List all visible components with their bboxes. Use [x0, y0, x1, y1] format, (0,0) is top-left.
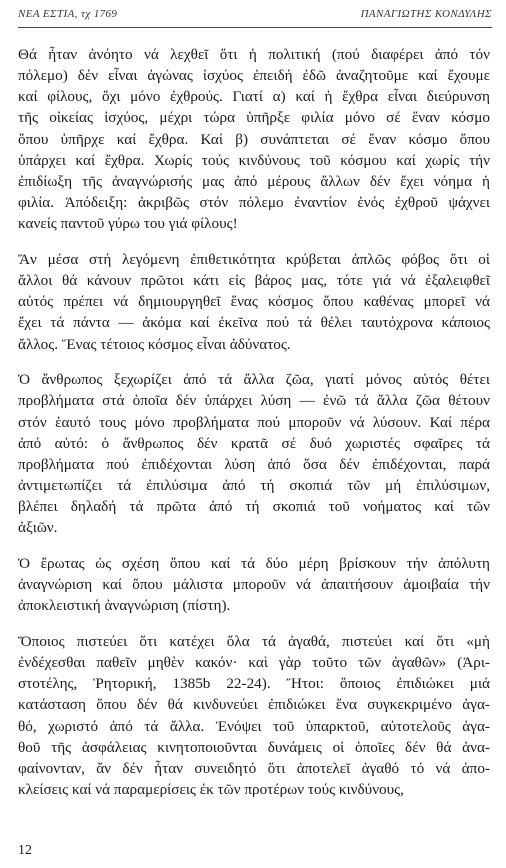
text-line: κανείς παντοῦ γύρω του γιά φίλους!	[18, 215, 238, 233]
text-line: ἀντιμετωπίζει τά ἐπιλύσιμα ἀπό τή σκοπιά τῶν μή ἐπιλύσιμων,	[18, 476, 490, 494]
text-line: τῆς οἰκείας ἰσχύος, μέχρι τώρα ὑπῆρξε φιλία μόνο σέ ἕναν κόσμο	[18, 109, 490, 127]
text-line: θοῦ τῆς ἀσφάλειας κινητοποιοῦνται δυνάμεις οἱ ὁποῖες δέν θά ἀνα-	[18, 738, 490, 756]
paragraph	[18, 249, 490, 355]
text-line: ὅπου ὑπῆρχε καί ἔχθρα. Καί β) συνάπτεται σέ ἕναν κόσμο ὅπου	[18, 130, 490, 148]
text-line: κλείσεις καί νά παραμερίσεις ἐκ τῶν προτέρων τούς κινδύνους,	[18, 781, 404, 798]
journal-citation: ΝΕΑ ΕΣΤΙΑ, τχ 1769	[18, 8, 118, 20]
paragraph	[18, 631, 490, 800]
text-line: ἐνδέχεσθαι παθεῖν μηθὲν κακόν· καὶ γὰρ τοῦτο τῶν ἀγαθῶν» (Ἀρι-	[18, 654, 490, 672]
running-header	[18, 8, 492, 20]
text-line: ἀξιῶν.	[18, 519, 58, 537]
page-number: 12	[18, 843, 32, 858]
text-line: βλέπει δηλαδή τά πρῶτα ἀπό τή σκοπιά τοῦ νοήματος καί τῶν	[18, 498, 490, 516]
text-line: πόλεμο) δέν εἶναι ἀγώνας ἰσχύος ἐπειδή ἐδῶ ἀναζητοῦμε καί ἔχουμε	[18, 67, 490, 85]
text-line: ἀπό αὐτό: ὁ ἄνθρωπος δέν κρατᾶ σέ δυό χωριστές σφαῖρες τά	[18, 434, 490, 452]
text-line: Ἄν μέσα στή λεγόμενη ἐπιθετικότητα κρύβεται ἁπλῶς φόβος ὅτι οἱ	[18, 250, 490, 268]
text-line: Ὁ ἔρωτας ὡς σχέση ὅπου καί τά δύο μέρη βρίσκουν τήν ἀπόλυτη	[18, 554, 490, 572]
text-line: αὐτός πρέπει νά δημιουργηθεῖ ἕνας κόσμος ὅπου καθένας μπορεῖ νά	[18, 293, 490, 311]
text-line: ἔχει τά πάντα — ἀκόμα καί ἐκεῖνα πού τά θέλει ταυτόχρονα κάποιος	[18, 314, 490, 332]
text-line: στοτέλης, Ῥητορική, 1385b 22-24). Ἤτοι: ὅποιος ἐπιδιώκει μιά	[18, 675, 490, 693]
author-name: ΠΑΝΑΓΙΩΤΗΣ ΚΟΝΔΥΛΗΣ	[360, 8, 492, 20]
text-line: ἀποκλειστική ἀναγνώριση (πίστη).	[18, 597, 231, 615]
paragraph	[18, 553, 490, 616]
text-line: ἄλλος. Ἕνας τέτοιος κόσμος εἶναι ἀδύνατος.	[18, 335, 291, 353]
paragraph	[18, 369, 490, 538]
text-line: φαίνονταν, ἄν δέν ἦταν συνειδητό ὅτι ἀποτελεῖ ἀγαθό τό νά ἀπο-	[18, 759, 490, 777]
text-line: καί φίλους, ὄχι μόνο ἐχθρούς. Γιατί α) καί ἡ ἔχθρα εἶναι διεύρυνση	[18, 88, 490, 106]
text-line: προβλήματα στά ὁποῖα δέν ὑπάρχει λύση — ἐνῶ τά ἄλλα ζῶα θέτουν	[18, 392, 490, 410]
text-line: κατάσταση ὅπου δέν θά κινδυνεύει ἐπιδιώκει ἕνα συγκεκριμένο ἀγα-	[18, 696, 490, 714]
text-line: ὑπάρχει καί ἔχθρα. Χωρίς τούς κινδύνους τοῦ κόσμου καί χωρίς τήν	[18, 151, 490, 169]
text-line: Ὅποιος πιστεύει ὅτι κατέχει ὅλα τά ἀγαθά, πιστεύει καί ὅτι «μὴ	[18, 632, 490, 650]
header-rule	[18, 27, 492, 28]
page-body	[18, 44, 490, 815]
text-line: θό, χωριστό ἀπό τά ἄλλα. Ἐνόψει τοῦ ὑπαρκτοῦ, αὐτοτελοῦς ἀγα-	[18, 717, 490, 735]
text-line: ἄλλοι θά κάνουν πρῶτοι κάτι εἰς βάρος μας, τότε γιά νά ἐξαλειφθεῖ	[18, 272, 490, 290]
paragraph	[18, 44, 490, 234]
text-line: φιλία. Ἀπόδειξη: ἀκριβῶς στόν πόλεμο ἐναντίον ἑνός ἐχθροῦ ψάχνει	[18, 194, 490, 212]
text-line: Ὁ ἄνθρωπος ξεχωρίζει ἀπό τά ἄλλα ζῶα, γιατί μόνος αὐτός θέτει	[18, 371, 490, 389]
text-line: προβλήματα πού ἐπιδέχονται λύση ἀπό ὅσα δέν ἐπιδέχονται, παρά	[18, 455, 490, 473]
text-line: ἀναγνώριση καί ὅπου μάλιστα μποροῦν νά ἀπαιτήσουν ἀμοιβαία τήν	[18, 576, 490, 594]
text-line: Θά ἦταν ἀνόητο νά λεχθεῖ ὅτι ἡ πολιτική (πού διαφέρει ἀπό τόν	[18, 46, 490, 63]
text-line: στόν ἑαυτό τους μόνο προβλήματα πού μποροῦν νά λύσουν. Καί πέρα	[18, 413, 490, 431]
text-line: ἐπιδίωξη τῆς ἀναγνώρισής μας ἀπό μέρους ἄλλων δέν ἔχει νόημα ἡ	[18, 172, 490, 190]
